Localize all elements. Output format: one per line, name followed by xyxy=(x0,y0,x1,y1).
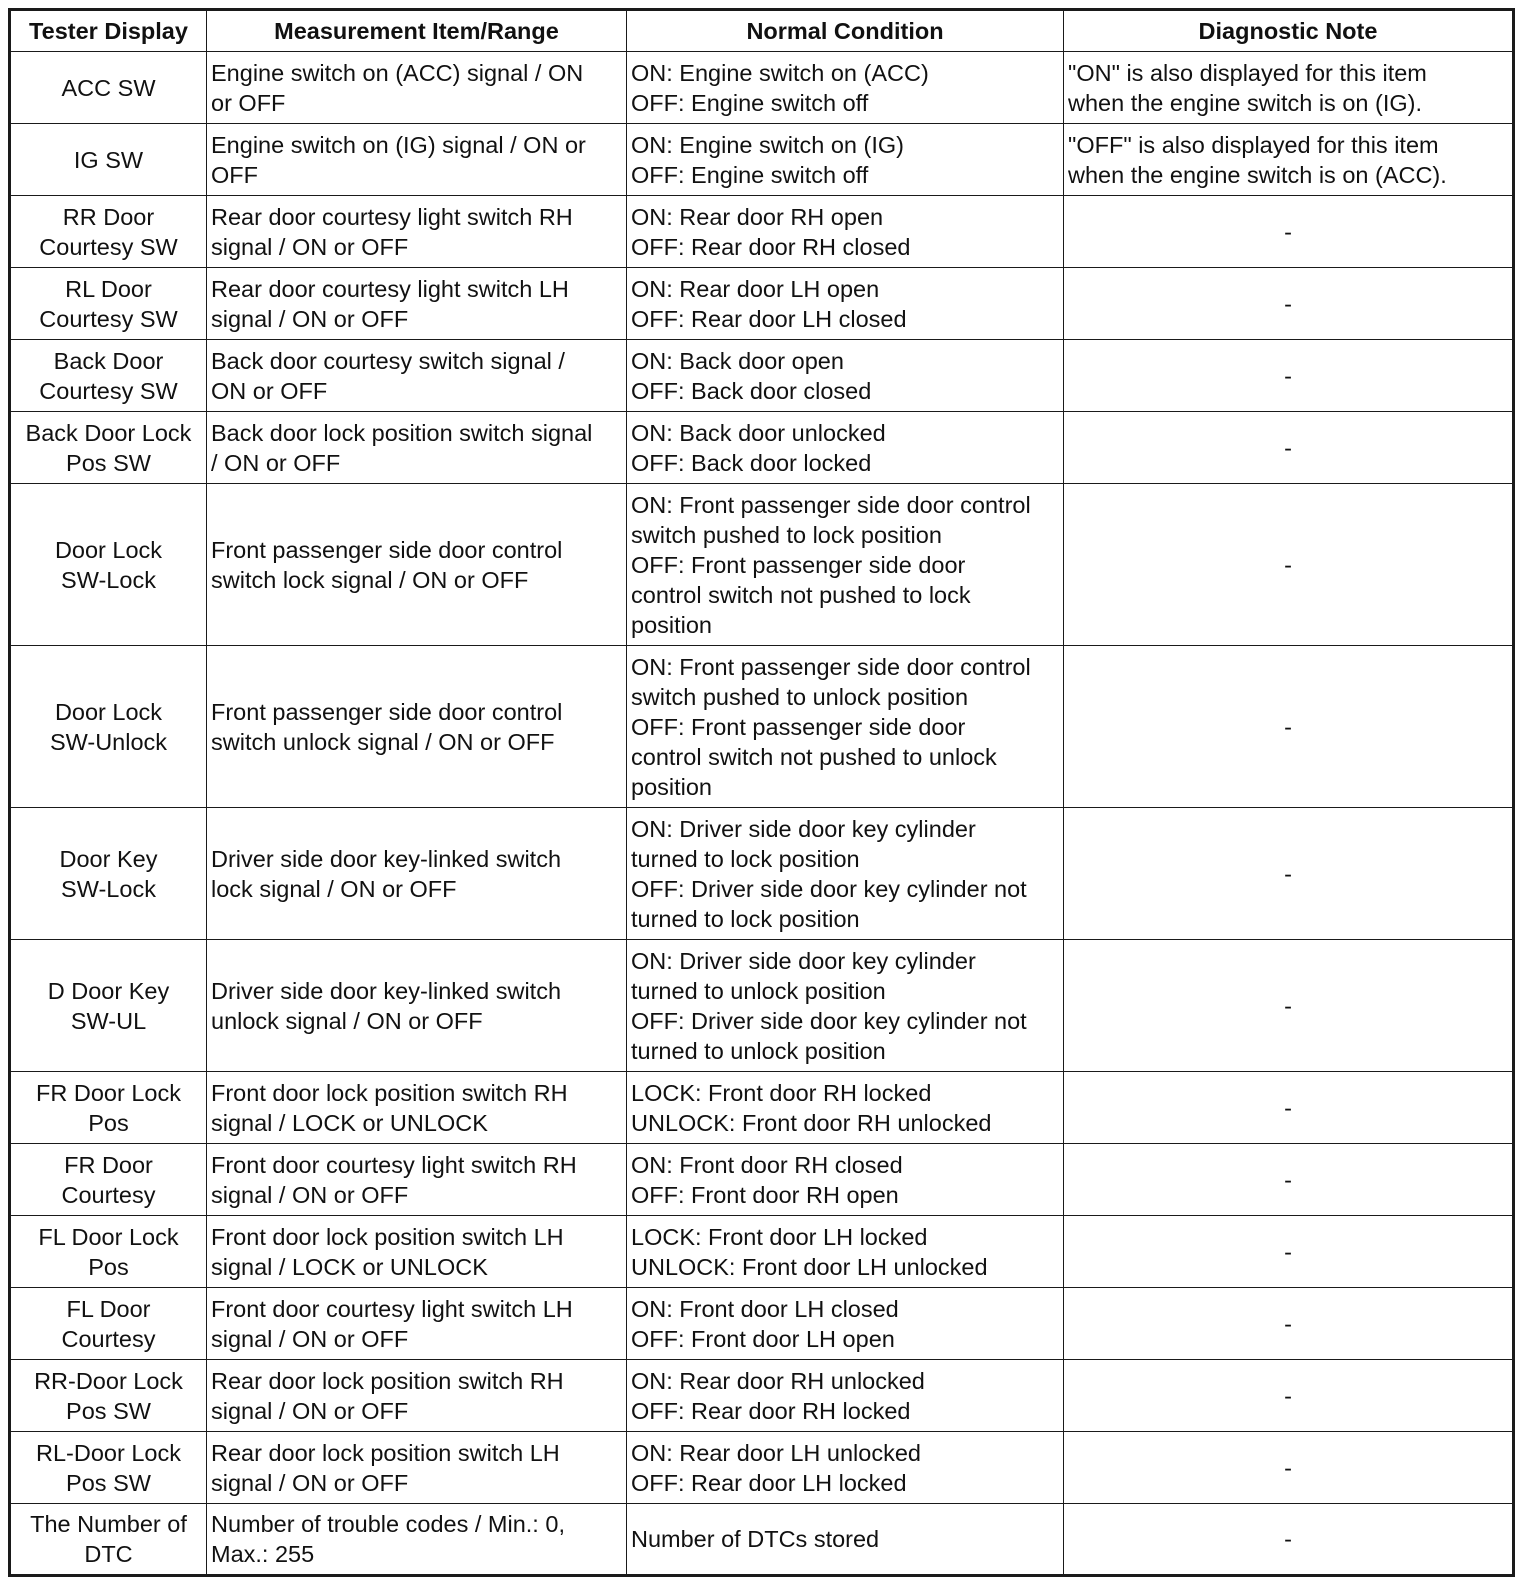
cell-text-line: RL-Door Lock xyxy=(36,1439,181,1466)
cell-normal-condition xyxy=(627,1360,1064,1432)
cell-diagnostic-note xyxy=(1064,1432,1514,1504)
cell-text-line: OFF xyxy=(211,161,258,188)
cell-text-line: Door Lock xyxy=(54,698,163,725)
table-row xyxy=(10,1432,1514,1504)
cell-text-line: OFF: Front passenger side door xyxy=(631,551,966,578)
cell-normal-condition xyxy=(627,484,1064,646)
cell-text-line: - xyxy=(1284,1310,1292,1337)
header-tester-display: Tester Display xyxy=(10,10,207,52)
cell-text-line: Rear door courtesy light switch LH xyxy=(211,275,569,302)
cell-measurement-item xyxy=(207,940,627,1072)
table-row xyxy=(10,1144,1514,1216)
cell-diagnostic-note xyxy=(1064,808,1514,940)
cell-normal-condition xyxy=(627,1432,1064,1504)
cell-normal-condition xyxy=(627,940,1064,1072)
cell-text-line: Rear door lock position switch LH xyxy=(211,1439,560,1466)
cell-text-line: Door Lock xyxy=(54,536,163,563)
cell-text-line: Pos xyxy=(88,1109,129,1136)
cell-text-line: FL Door xyxy=(66,1295,151,1322)
cell-text-line: LOCK: Front door LH locked xyxy=(631,1223,928,1250)
cell-text-line: when the engine switch is on (IG). xyxy=(1068,89,1422,116)
cell-text-line: Front door courtesy light switch RH xyxy=(211,1151,577,1178)
cell-text-line: signal / ON or OFF xyxy=(211,233,409,260)
cell-text-line: Front door lock position switch RH xyxy=(211,1079,568,1106)
cell-text-line: FR Door Lock xyxy=(36,1079,181,1106)
cell-text-line: - xyxy=(1284,290,1292,317)
table-row xyxy=(10,1360,1514,1432)
cell-tester-display xyxy=(10,1504,207,1576)
cell-text-line: - xyxy=(1284,1166,1292,1193)
cell-tester-display xyxy=(10,124,207,196)
cell-text-line: - xyxy=(1284,992,1292,1019)
cell-text-line: RR-Door Lock xyxy=(34,1367,183,1394)
cell-tester-display xyxy=(10,1216,207,1288)
cell-text-line: - xyxy=(1284,434,1292,461)
cell-normal-condition xyxy=(627,196,1064,268)
cell-text-line: - xyxy=(1284,1238,1292,1265)
cell-text-line: UNLOCK: Front door LH unlocked xyxy=(631,1253,988,1280)
cell-text-line: or OFF xyxy=(211,89,286,116)
cell-diagnostic-note xyxy=(1064,1504,1514,1576)
cell-tester-display xyxy=(10,1360,207,1432)
cell-text-line: position xyxy=(631,773,712,800)
table-row xyxy=(10,646,1514,808)
cell-measurement-item xyxy=(207,268,627,340)
cell-text-line: ON: Front passenger side door control xyxy=(631,491,1031,518)
cell-text-line: - xyxy=(1284,860,1292,887)
cell-text-line: SW-Unlock xyxy=(49,728,168,755)
table-row xyxy=(10,412,1514,484)
cell-normal-condition xyxy=(627,412,1064,484)
cell-text-line: Front door lock position switch LH xyxy=(211,1223,564,1250)
cell-text-line: ON: Front door LH closed xyxy=(631,1295,899,1322)
cell-text-line: - xyxy=(1284,1094,1292,1121)
table-body xyxy=(10,52,1514,1576)
cell-tester-display xyxy=(10,196,207,268)
table-row xyxy=(10,1504,1514,1576)
cell-text-line: FL Door Lock xyxy=(38,1223,179,1250)
table-row xyxy=(10,52,1514,124)
cell-text-line: ON: Front door RH closed xyxy=(631,1151,903,1178)
data-list-sheet xyxy=(8,8,1512,1576)
cell-measurement-item xyxy=(207,52,627,124)
cell-diagnostic-note xyxy=(1064,1144,1514,1216)
cell-text-line: ON: Rear door LH unlocked xyxy=(631,1439,921,1466)
cell-text-line: position xyxy=(631,611,712,638)
cell-text-line: Courtesy SW xyxy=(39,233,178,260)
cell-text-line: ON: Rear door RH unlocked xyxy=(631,1367,925,1394)
cell-text-line: Pos SW xyxy=(66,449,151,476)
cell-text-line: Max.: 255 xyxy=(211,1541,315,1567)
cell-normal-condition xyxy=(627,1216,1064,1288)
cell-diagnostic-note xyxy=(1064,940,1514,1072)
cell-tester-display xyxy=(10,1144,207,1216)
cell-text-line: UNLOCK: Front door RH unlocked xyxy=(631,1109,992,1136)
cell-tester-display xyxy=(10,52,207,124)
cell-text-line: ON: Driver side door key cylinder xyxy=(631,815,976,842)
cell-text-line: SW-UL xyxy=(70,1007,147,1034)
table-row xyxy=(10,268,1514,340)
cell-text-line: ON: Back door unlocked xyxy=(631,419,886,446)
cell-text-line: Engine switch on (ACC) signal / ON xyxy=(211,59,584,86)
cell-measurement-item xyxy=(207,808,627,940)
cell-text-line: switch pushed to unlock position xyxy=(631,683,969,710)
cell-text-line: "ON" is also displayed for this item xyxy=(1068,59,1427,86)
cell-text-line: switch unlock signal / ON or OFF xyxy=(211,728,555,755)
cell-measurement-item xyxy=(207,412,627,484)
cell-measurement-item xyxy=(207,1288,627,1360)
cell-text-line: Courtesy SW xyxy=(39,377,178,404)
cell-diagnostic-note xyxy=(1064,1288,1514,1360)
cell-diagnostic-note xyxy=(1064,340,1514,412)
cell-text-line: OFF: Rear door RH closed xyxy=(631,233,911,260)
cell-text-line: Driver side door key-linked switch xyxy=(211,845,562,872)
cell-text-line: D Door Key xyxy=(47,977,170,1004)
cell-text-line: Number of DTCs stored xyxy=(631,1526,880,1552)
cell-text-line: OFF: Engine switch off xyxy=(631,161,869,188)
table-row xyxy=(10,124,1514,196)
cell-diagnostic-note xyxy=(1064,196,1514,268)
cell-text-line: - xyxy=(1284,362,1292,389)
cell-text-line: OFF: Front door LH open xyxy=(631,1325,895,1352)
cell-text-line: signal / ON or OFF xyxy=(211,1181,409,1208)
cell-text-line: Rear door courtesy light switch RH xyxy=(211,203,573,230)
cell-normal-condition xyxy=(627,268,1064,340)
cell-text-line: / ON or OFF xyxy=(211,449,341,476)
header-diagnostic-note: Diagnostic Note xyxy=(1064,10,1514,52)
cell-measurement-item xyxy=(207,646,627,808)
cell-text-line: Back door courtesy switch signal / xyxy=(211,347,565,374)
cell-text-line: Front passenger side door control xyxy=(211,536,563,563)
cell-tester-display xyxy=(10,646,207,808)
cell-text-line: OFF: Driver side door key cylinder not xyxy=(631,875,1027,902)
cell-text-line: Pos xyxy=(88,1253,129,1280)
cell-text-line: lock signal / ON or OFF xyxy=(211,875,457,902)
cell-normal-condition xyxy=(627,1504,1064,1576)
table-row xyxy=(10,808,1514,940)
cell-text-line: OFF: Engine switch off xyxy=(631,89,869,116)
cell-text-line: Back Door xyxy=(53,347,164,374)
header-normal-condition: Normal Condition xyxy=(627,10,1064,52)
cell-diagnostic-note xyxy=(1064,124,1514,196)
cell-normal-condition xyxy=(627,1144,1064,1216)
cell-text-line: OFF: Rear door RH locked xyxy=(631,1397,911,1424)
table-row xyxy=(10,196,1514,268)
cell-text-line: - xyxy=(1284,551,1292,578)
cell-text-line: RR Door xyxy=(62,203,155,230)
cell-text-line: - xyxy=(1284,713,1292,740)
cell-tester-display xyxy=(10,808,207,940)
cell-measurement-item xyxy=(207,1360,627,1432)
data-list-table xyxy=(8,8,1515,1577)
cell-text-line: OFF: Front door RH open xyxy=(631,1181,899,1208)
cell-text-line: Back door lock position switch signal xyxy=(211,419,593,446)
cell-text-line: - xyxy=(1284,1382,1292,1409)
cell-text-line: SW-Lock xyxy=(61,566,156,593)
cell-text-line: Front door courtesy light switch LH xyxy=(211,1295,573,1322)
cell-text-line: DTC xyxy=(84,1541,133,1567)
cell-diagnostic-note xyxy=(1064,1216,1514,1288)
header-row xyxy=(10,10,1514,52)
cell-diagnostic-note xyxy=(1064,1360,1514,1432)
cell-text-line: Back Door Lock xyxy=(25,419,192,446)
cell-text-line: ON: Rear door RH open xyxy=(631,203,884,230)
table-row xyxy=(10,1216,1514,1288)
cell-text-line: Rear door lock position switch RH xyxy=(211,1367,564,1394)
cell-tester-display xyxy=(10,412,207,484)
cell-text-line: ON: Rear door LH open xyxy=(631,275,880,302)
cell-text-line: ON or OFF xyxy=(211,377,328,404)
cell-text-line: signal / ON or OFF xyxy=(211,1469,409,1496)
cell-text-line: ON: Back door open xyxy=(631,347,844,374)
cell-text-line: when the engine switch is on (ACC). xyxy=(1068,161,1447,188)
cell-text-line: ON: Engine switch on (IG) xyxy=(631,131,904,158)
cell-text-line: turned to unlock position xyxy=(631,1037,886,1064)
cell-text-line: Courtesy xyxy=(61,1325,156,1352)
cell-measurement-item xyxy=(207,196,627,268)
cell-text-line: OFF: Back door closed xyxy=(631,377,872,404)
cell-measurement-item xyxy=(207,1216,627,1288)
cell-text-line: signal / ON or OFF xyxy=(211,1397,409,1424)
cell-text-line: OFF: Rear door LH closed xyxy=(631,305,907,332)
cell-normal-condition xyxy=(627,124,1064,196)
cell-measurement-item xyxy=(207,1072,627,1144)
cell-text-line: Courtesy SW xyxy=(39,305,178,332)
cell-text-line: signal / ON or OFF xyxy=(211,305,409,332)
cell-diagnostic-note xyxy=(1064,1072,1514,1144)
cell-text-line: unlock signal / ON or OFF xyxy=(211,1007,483,1034)
cell-text-line: The Number of xyxy=(30,1511,187,1537)
cell-normal-condition xyxy=(627,808,1064,940)
cell-text-line: Driver side door key-linked switch xyxy=(211,977,562,1004)
cell-diagnostic-note xyxy=(1064,646,1514,808)
cell-text-line: Pos SW xyxy=(66,1397,151,1424)
cell-text-line: SW-Lock xyxy=(61,875,156,902)
cell-tester-display xyxy=(10,1072,207,1144)
cell-text-line: signal / ON or OFF xyxy=(211,1325,409,1352)
cell-tester-display xyxy=(10,268,207,340)
cell-text-line: FR Door xyxy=(64,1151,153,1178)
cell-text-line: OFF: Front passenger side door xyxy=(631,713,966,740)
cell-measurement-item xyxy=(207,1504,627,1576)
cell-measurement-item xyxy=(207,484,627,646)
cell-text-line: Door Key xyxy=(59,845,158,872)
cell-measurement-item xyxy=(207,124,627,196)
cell-text-line: signal / LOCK or UNLOCK xyxy=(211,1253,488,1280)
cell-text-line: OFF: Back door locked xyxy=(631,449,872,476)
cell-text-line: switch pushed to lock position xyxy=(631,521,942,548)
cell-normal-condition xyxy=(627,646,1064,808)
cell-tester-display xyxy=(10,484,207,646)
cell-tester-display xyxy=(10,940,207,1072)
cell-measurement-item xyxy=(207,340,627,412)
cell-text-line: ON: Engine switch on (ACC) xyxy=(631,59,929,86)
cell-text-line: Front passenger side door control xyxy=(211,698,563,725)
header-measurement-item: Measurement Item/Range xyxy=(207,10,627,52)
cell-diagnostic-note xyxy=(1064,52,1514,124)
table-row xyxy=(10,340,1514,412)
cell-text-line: ON: Front passenger side door control xyxy=(631,653,1031,680)
table-row xyxy=(10,484,1514,646)
cell-text-line: signal / LOCK or UNLOCK xyxy=(211,1109,488,1136)
cell-text-line: RL Door xyxy=(65,275,152,302)
cell-tester-display xyxy=(10,1288,207,1360)
cell-text-line: OFF: Rear door LH locked xyxy=(631,1469,907,1496)
cell-tester-display xyxy=(10,1432,207,1504)
cell-text-line: control switch not pushed to unlock xyxy=(631,743,997,770)
table-row xyxy=(10,1288,1514,1360)
cell-text-line: Number of trouble codes / Min.: 0, xyxy=(211,1511,565,1537)
table-row xyxy=(10,940,1514,1072)
cell-text-line: switch lock signal / ON or OFF xyxy=(211,566,529,593)
cell-text-line: - xyxy=(1284,1454,1292,1481)
cell-normal-condition xyxy=(627,340,1064,412)
cell-text-line: control switch not pushed to lock xyxy=(631,581,971,608)
cell-text-line: Courtesy xyxy=(61,1181,156,1208)
table-row xyxy=(10,1072,1514,1144)
cell-normal-condition xyxy=(627,52,1064,124)
cell-text-line: OFF: Driver side door key cylinder not xyxy=(631,1007,1027,1034)
cell-text-line: ACC SW xyxy=(61,74,156,101)
cell-text-line: Pos SW xyxy=(66,1469,151,1496)
cell-text-line: - xyxy=(1284,1526,1292,1552)
cell-measurement-item xyxy=(207,1144,627,1216)
cell-normal-condition xyxy=(627,1072,1064,1144)
cell-normal-condition xyxy=(627,1288,1064,1360)
cell-text-line: - xyxy=(1284,218,1292,245)
cell-measurement-item xyxy=(207,1432,627,1504)
cell-diagnostic-note xyxy=(1064,484,1514,646)
cell-text-line: turned to lock position xyxy=(631,905,860,932)
cell-text-line: LOCK: Front door RH locked xyxy=(631,1079,932,1106)
cell-text-line: turned to lock position xyxy=(631,845,860,872)
cell-diagnostic-note xyxy=(1064,268,1514,340)
cell-text-line: turned to unlock position xyxy=(631,977,886,1004)
cell-text-line: IG SW xyxy=(73,146,144,173)
cell-text-line: ON: Driver side door key cylinder xyxy=(631,947,976,974)
cell-tester-display xyxy=(10,340,207,412)
cell-text-line: Engine switch on (IG) signal / ON or xyxy=(211,131,586,158)
cell-diagnostic-note xyxy=(1064,412,1514,484)
cell-text-line: "OFF" is also displayed for this item xyxy=(1068,131,1439,158)
